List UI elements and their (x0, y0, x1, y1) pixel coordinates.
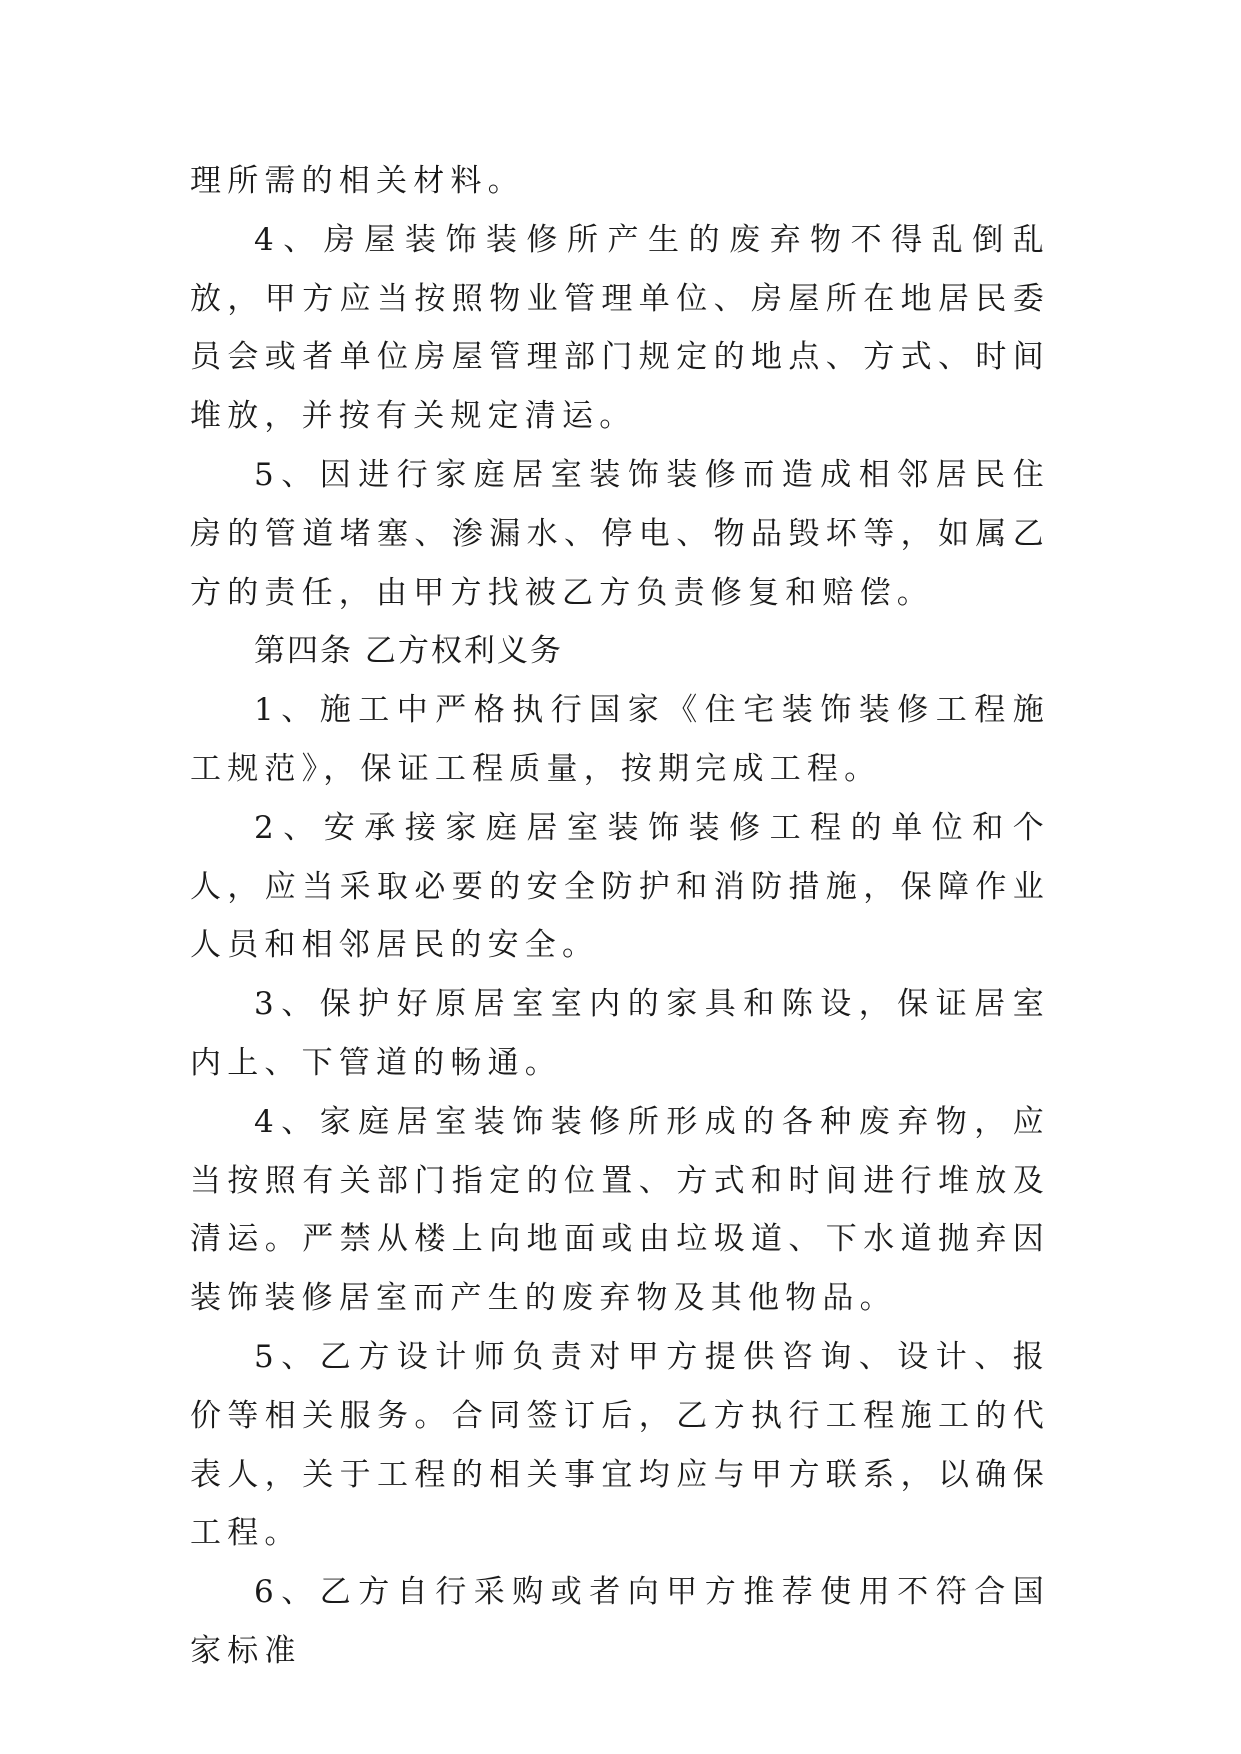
paragraph-contractor-item-1: 1、施工中严格执行国家《住宅装饰装修工程施工规范》，保证工程质量，按期完成工程。 (190, 692, 1050, 787)
paragraph-continuation: 理所需的相关材料。 (190, 163, 525, 199)
paragraph-owner-item-4: 4、房屋装饰装修所产生的废弃物不得乱倒乱放，甲方应当按照物业管理单位、房屋所在地居民委员会或者单位房屋管理部门规定的地点、方式、时间堆放，并按有关规定清运。 (190, 221, 1050, 435)
paragraph-owner-item-5: 5、因进行家庭居室装饰装修而造成相邻居民住房的管道堵塞、渗漏水、停电、物品毁坏等，如属乙方的责任，由甲方找被乙方负责修复和赔偿。 (190, 456, 1050, 611)
paragraph-contractor-item-2: 2、安承接家庭居室装饰装修工程的单位和个人，应当采取必要的安全防护和消防措施，保障作业人员和相邻居民的安全。 (190, 809, 1050, 964)
paragraph-contractor-item-6: 6、乙方自行采购或者向甲方推荐使用不符合国家标准 (190, 1574, 1050, 1669)
paragraph-contractor-item-4: 4、家庭居室装饰装修所形成的各种废弃物，应当按照有关部门指定的位置、方式和时间进行堆放及清运。严禁从楼上向地面或由垃圾道、下水道抛弃因装饰装修居室而产生的废弃物及其他物品。 (190, 1103, 1050, 1317)
article-4-heading: 第四条 乙方权利义务 (254, 633, 563, 670)
document-body (190, 152, 1050, 1681)
paragraph-contractor-item-3: 3、保护好原居室室内的家具和陈设，保证居室内上、下管道的畅通。 (190, 986, 1050, 1081)
paragraph-contractor-item-5: 5、乙方设计师负责对甲方提供咨询、设计、报价等相关服务。合同签订后，乙方执行工程施工的代表人，关于工程的相关事宜均应与甲方联系，以确保工程。 (190, 1338, 1050, 1552)
